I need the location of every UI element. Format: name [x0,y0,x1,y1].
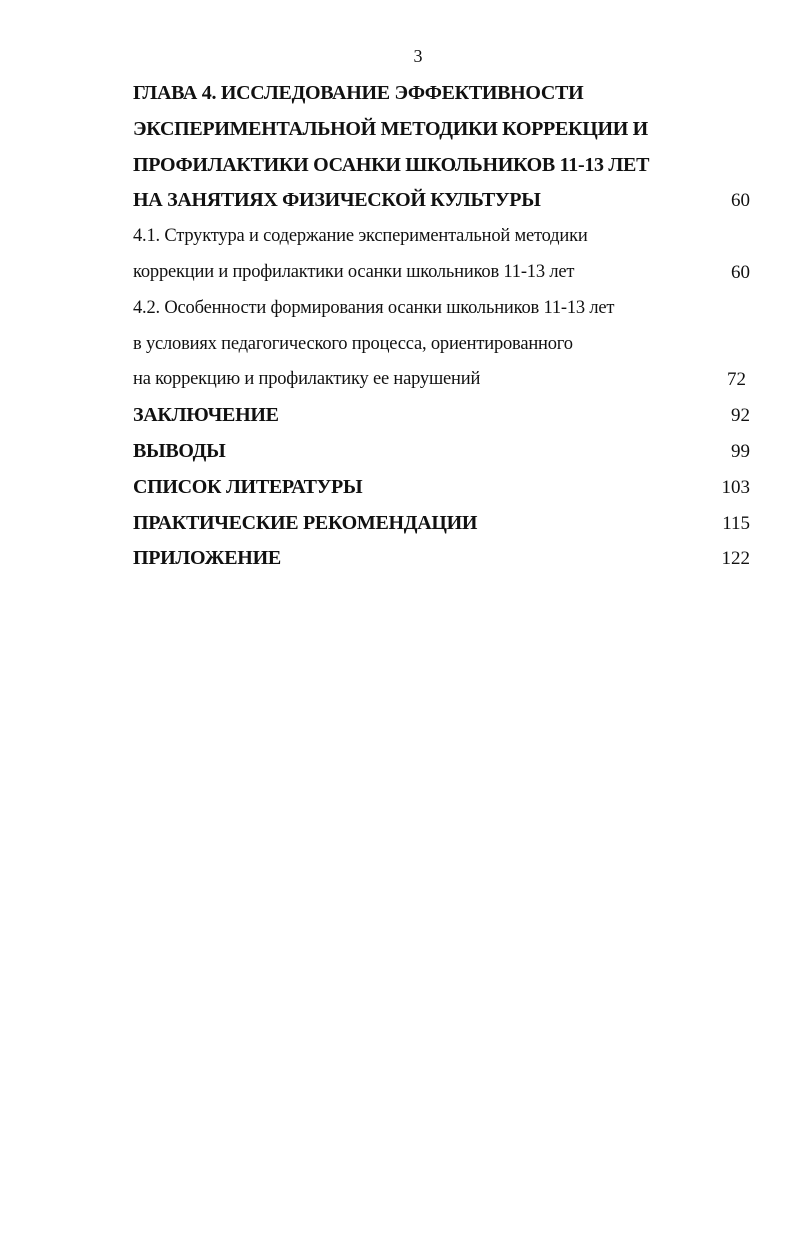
toc-entry-section-4-1 [133,219,750,291]
toc-page-number: 99 [731,440,750,462]
table-of-contents [133,76,750,577]
toc-entry-title: ГЛАВА 4. ИССЛЕДОВАНИЕ ЭФФЕКТИВНОСТИ [133,82,584,104]
toc-entry-title: коррекции и профилактики осанки школьников 11-13 лет [133,261,575,282]
toc-entry-conclusion [133,398,750,434]
toc-page-number: 60 [731,190,750,212]
toc-entry-title: ПРОФИЛАКТИКИ ОСАНКИ ШКОЛЬНИКОВ 11-13 ЛЕТ [133,153,650,176]
toc-entry-title: 4.1. Структура и содержание экспериментальной методики [133,226,588,247]
toc-page-number: 72 [727,369,746,391]
toc-entry-title: в условиях педагогического процесса, ориентированного [133,333,573,354]
toc-entry-title: ЗАКЛЮЧЕНИЕ [133,404,279,427]
toc-entry-line [133,219,750,255]
toc-entry-recommendations [133,506,750,542]
toc-entry-chapter-4 [133,76,750,219]
toc-page-number: 92 [731,405,750,427]
toc-entry-line [133,183,750,219]
toc-page-number: 103 [721,476,750,498]
toc-entry-appendix [133,541,750,577]
toc-entry-references [133,470,750,506]
toc-entry-title: на коррекцию и профилактику ее нарушений [133,369,481,390]
toc-entry-title: ПРИЛОЖЕНИЕ [133,547,281,570]
toc-entry-findings [133,434,750,470]
toc-entry-line [133,327,750,363]
toc-entry-line [133,148,750,184]
page-number: 3 [413,46,423,66]
toc-page-number: 115 [722,512,750,534]
toc-entry-line [133,291,750,327]
toc-entry-title: ПРАКТИЧЕСКИЕ РЕКОМЕНДАЦИИ [133,511,478,534]
toc-entry-title: НА ЗАНЯТИЯХ ФИЗИЧЕСКОЙ КУЛЬТУРЫ [133,189,541,212]
toc-entry-title: 4.2. Особенности формирования осанки школьников 11-13 лет [133,297,615,318]
toc-entry-title: ВЫВОДЫ [133,439,226,462]
toc-entry-line [133,255,750,291]
toc-entry-title: ЭКСПЕРИМЕНТАЛЬНОЙ МЕТОДИКИ КОРРЕКЦИИ И [133,117,648,140]
toc-entry-line [133,362,750,398]
toc-entry-title: СПИСОК ЛИТЕРАТУРЫ [133,475,363,498]
toc-page-number: 122 [721,548,750,570]
toc-entry-line [133,76,750,112]
toc-entry-section-4-2 [133,291,750,398]
toc-entry-line [133,112,750,148]
toc-page-number: 60 [731,261,750,283]
